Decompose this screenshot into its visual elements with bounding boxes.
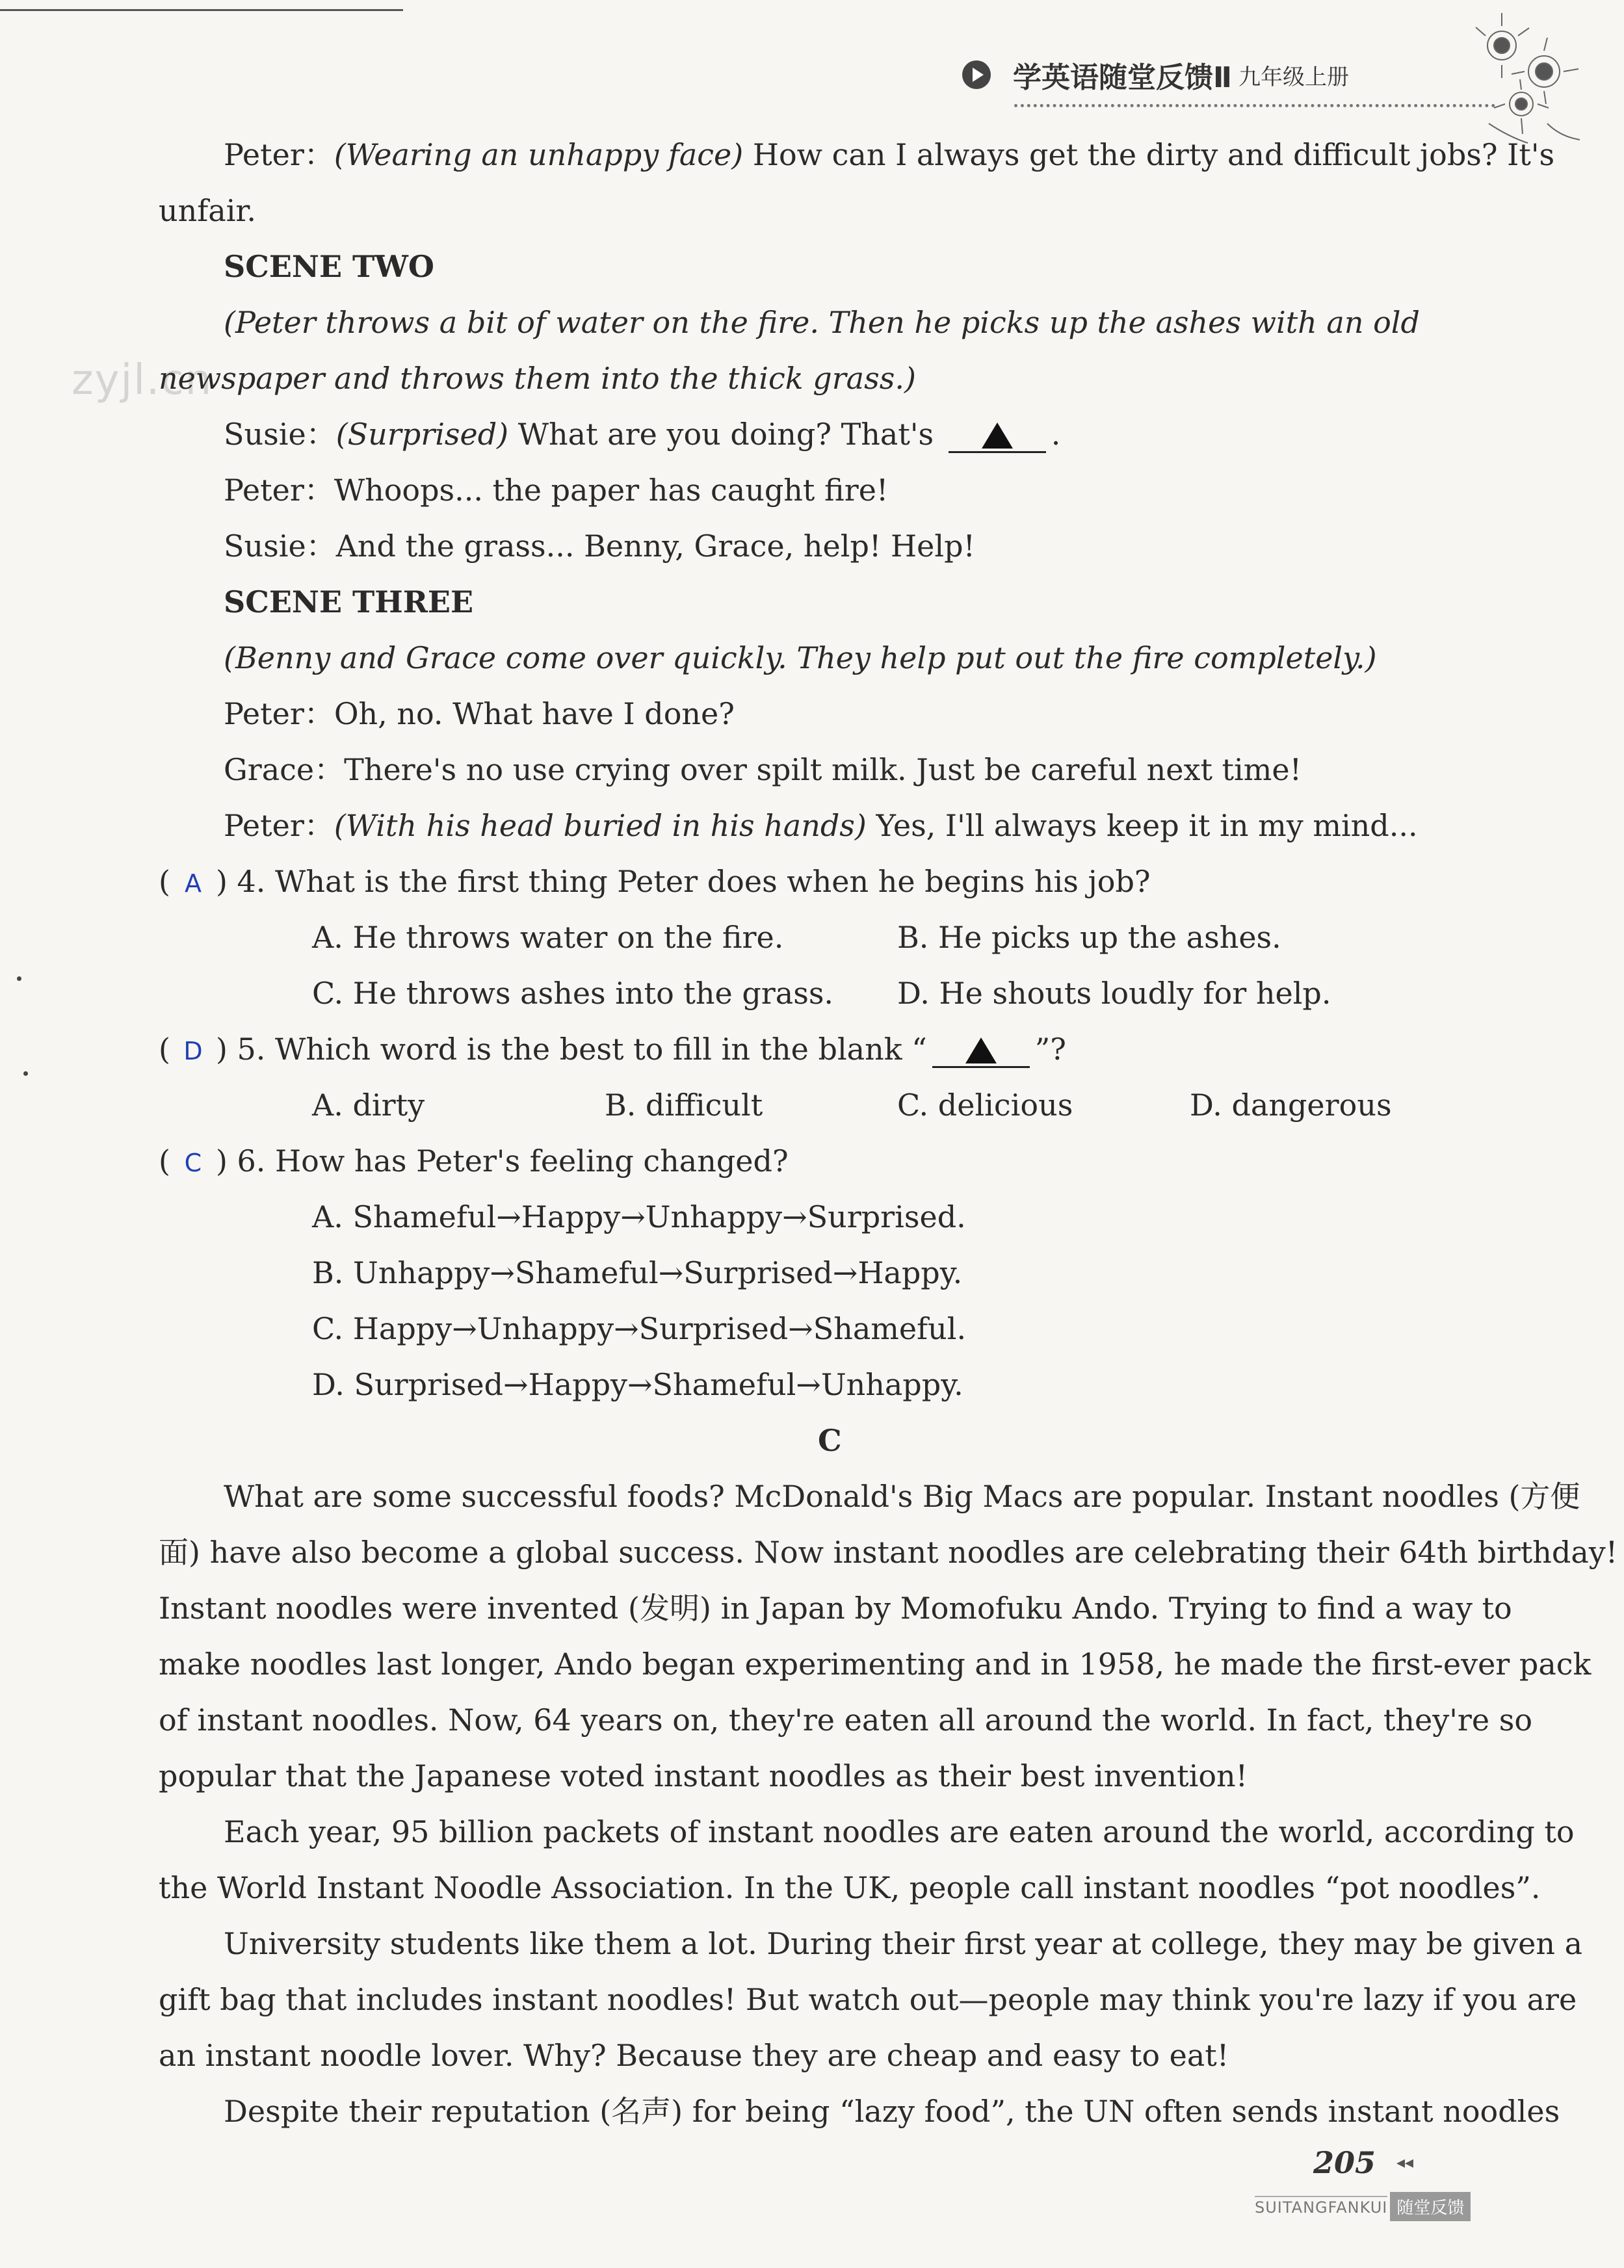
question-6: ( C ) 6. How has Peter's feeling changed? [159, 1141, 789, 1182]
footer-zh: 随堂反馈 [1390, 2192, 1471, 2221]
scene-heading: SCENE THREE [224, 584, 474, 619]
footer-en: SUITANGFANKUI [1255, 2196, 1387, 2217]
stage-direction: (Peter throws a bit of water on the fire. Then he picks up the ashes with an old [224, 305, 1420, 340]
book-subtitle: 九年级上册 [1238, 64, 1349, 90]
dialogue-line: Peter：Oh, no. What have I done? [224, 696, 735, 731]
scene-heading: SCENE TWO [224, 249, 434, 284]
page-header [962, 52, 1349, 98]
option: D. dangerous [1190, 1088, 1392, 1123]
dialogue-line: unfair. [159, 193, 256, 228]
option: C. He throws ashes into the grass. [312, 976, 834, 1011]
passage-line: an instant noodle lover. Why? Because they are cheap and easy to eat! [159, 2038, 1229, 2073]
passage-line: 面) have also become a global success. Now instant noodles are celebrating their 64th birthday! [159, 1535, 1618, 1570]
passage-line: Despite their reputation (名声) for being “lazy food”, the UN often sends instant noodles [224, 2094, 1560, 2129]
dialogue-line: Grace：There's no use crying over spilt milk. Just be careful next time! [224, 752, 1302, 787]
passage-line: What are some successful foods? McDonald's Big Macs are popular. Instant noodles (方便 [224, 1479, 1580, 1514]
header-dotted-rule [1014, 104, 1495, 107]
option: B. He picks up the ashes. [897, 920, 1281, 955]
fill-blank [949, 419, 1046, 453]
passage-line: Each year, 95 billion packets of instant noodles are eaten around the world, according to [224, 1814, 1575, 1849]
margin-dot [17, 976, 21, 981]
passage-line: popular that the Japanese voted instant noodles as their best invention! [159, 1758, 1248, 1793]
passage-line: make noodles last longer, Ando began experimenting and in 1958, he made the first-ever pack [159, 1647, 1591, 1682]
question-5: ( D ) 5. Which word is the best to fill in the blank “ ”? [159, 1030, 1066, 1071]
passage-line: Instant noodles were invented (发明) in Japan by Momofuku Ando. Trying to find a way to [159, 1591, 1512, 1626]
watermark: zyjl.cn [72, 356, 213, 404]
dialogue-line: Peter：(With his head buried in his hands) Yes, I'll always keep it in my mind... [224, 808, 1418, 843]
triangle-icon [982, 423, 1013, 449]
option: B. difficult [605, 1088, 763, 1123]
play-icon [962, 60, 991, 89]
passage-line: gift bag that includes instant noodles! But watch out—people may think you're lazy if you are [159, 1982, 1577, 2017]
book-title: 学英语随堂反馈Ⅱ [1013, 61, 1232, 94]
option: A. Shameful→Happy→Unhappy→Surprised. [312, 1199, 966, 1234]
answer-mark: A [184, 869, 202, 898]
stage-direction: (Benny and Grace come over quickly. They help put out the fire completely.) [224, 640, 1377, 675]
question-4: ( A ) 4. What is the first thing Peter does when he begins his job? [159, 862, 1151, 903]
footer-band [1255, 2192, 1471, 2221]
option: D. Surprised→Happy→Shameful→Unhappy. [312, 1367, 963, 1402]
passage-line: of instant noodles. Now, 64 years on, they're eaten all around the world. In fact, they're so [159, 1702, 1533, 1738]
dialogue-line: Peter：(Wearing an unhappy face) How can I always get the dirty and difficult jobs? It's [224, 137, 1555, 172]
answer-mark: D [183, 1037, 203, 1065]
dialogue-line: Susie：(Surprised) What are you doing? That's . [224, 417, 1061, 452]
stage-direction: newspaper and throws them into the thick grass.) [159, 361, 916, 396]
triangle-icon [965, 1037, 997, 1063]
option: C. delicious [897, 1088, 1073, 1123]
option: D. He shouts loudly for help. [897, 976, 1331, 1011]
top-rule [0, 9, 403, 11]
passage-line: the World Instant Noodle Association. In the UK, people call instant noodles “pot noodles”. [159, 1870, 1541, 1905]
fill-blank [932, 1034, 1030, 1068]
page-number: 205 [1313, 2145, 1376, 2180]
dialogue-line: Susie：And the grass... Benny, Grace, help! Help! [224, 528, 976, 564]
sunflower-decoration-icon [1450, 7, 1599, 156]
option: A. He throws water on the fire. [312, 920, 784, 955]
option: B. Unhappy→Shameful→Surprised→Happy. [312, 1255, 963, 1290]
dialogue-line: Peter：Whoops... the paper has caught fire! [224, 473, 889, 508]
arrows-icon: ◂◂ [1396, 2153, 1414, 2172]
margin-dot [23, 1071, 28, 1076]
section-label: C [818, 1423, 842, 1458]
answer-mark: C [184, 1149, 202, 1177]
passage-line: University students like them a lot. During their first year at college, they may be given a [224, 1926, 1583, 1961]
option: A. dirty [312, 1088, 425, 1123]
option: C. Happy→Unhappy→Surprised→Shameful. [312, 1311, 967, 1346]
